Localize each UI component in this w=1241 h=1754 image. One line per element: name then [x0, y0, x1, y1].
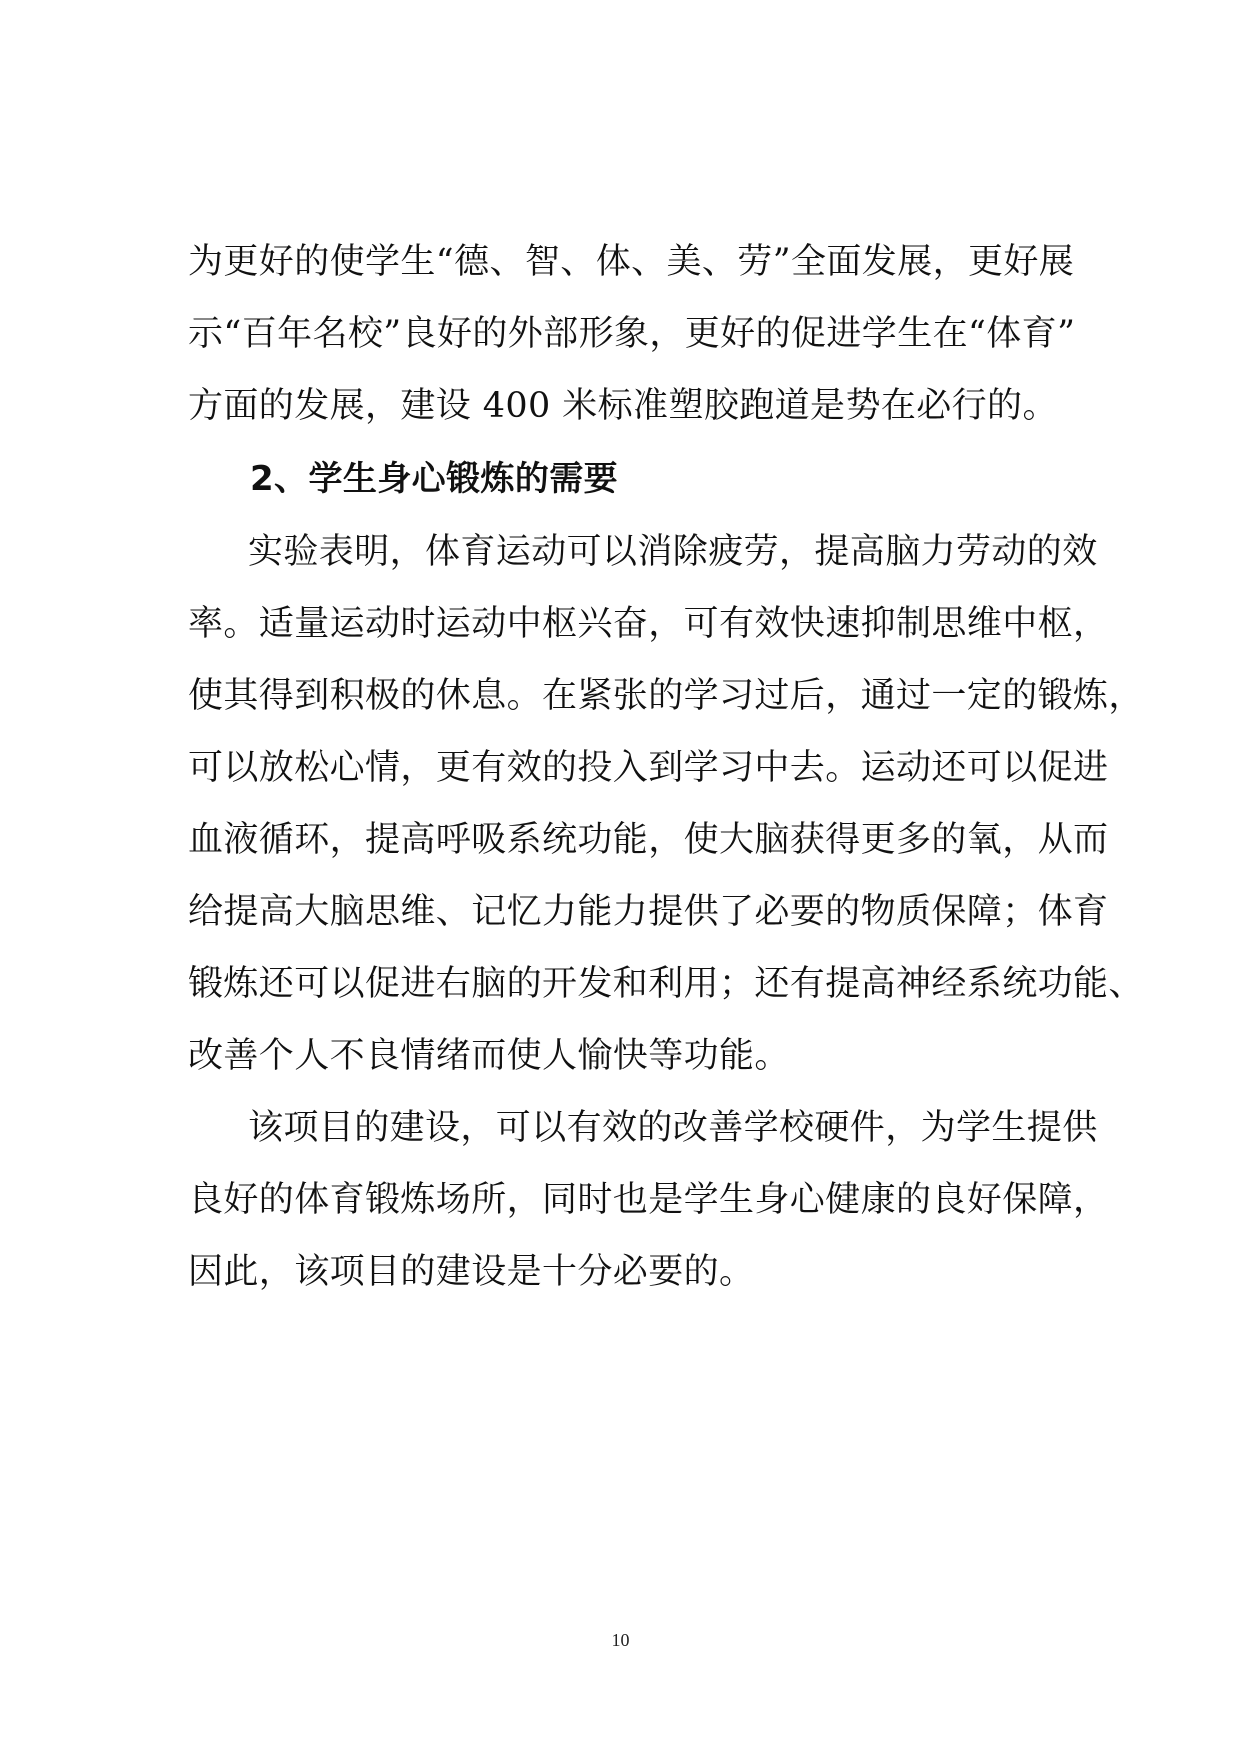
paragraph-line: 血液循环，提高呼吸系统功能，使大脑获得更多的氧，从而	[188, 820, 1109, 860]
paragraph-line: 为更好的使学生“德、智、体、美、劳”全面发展，更好展	[188, 242, 1075, 282]
paragraph-3	[188, 1092, 1109, 1308]
paragraph-2	[188, 516, 1144, 1092]
paragraph-line: 因此，该项目的建设是十分必要的。	[188, 1252, 755, 1292]
paragraph-line: 给提高大脑思维、记忆力能力提供了必要的物质保障；体育	[188, 892, 1109, 932]
section-heading: 2、学生身心锻炼的需要	[250, 459, 619, 499]
paragraph-line: 良好的体育锻炼场所，同时也是学生身心健康的良好保障，	[188, 1180, 1109, 1220]
paragraph-line: 实验表明，体育运动可以消除疲劳，提高脑力劳动的效	[248, 532, 1098, 572]
paragraph-line: 锻炼还可以促进右脑的开发和利用；还有提高神经系统功能、	[188, 964, 1144, 1004]
paragraph-line: 可以放松心情，更有效的投入到学习中去。运动还可以促进	[188, 748, 1109, 788]
paragraph-line: 改善个人不良情绪而使人愉快等功能。	[188, 1036, 790, 1076]
paragraph-line: 方面的发展，建设 400 米标准塑胶跑道是势在必行的。	[188, 386, 1058, 426]
document-body	[188, 226, 1144, 1308]
paragraph-line: 率。适量运动时运动中枢兴奋，可有效快速抑制思维中枢，	[188, 604, 1109, 644]
paragraph-line: 示“百年名校”良好的外部形象，更好的促进学生在“体育”	[188, 314, 1076, 354]
paragraph-line: 使其得到积极的休息。在紧张的学习过后，通过一定的锻炼，	[188, 676, 1144, 716]
paragraph-1	[188, 226, 1076, 442]
page-number: 10	[611, 1630, 630, 1650]
paragraph-line: 该项目的建设，可以有效的改善学校硬件，为学生提供	[248, 1108, 1098, 1148]
